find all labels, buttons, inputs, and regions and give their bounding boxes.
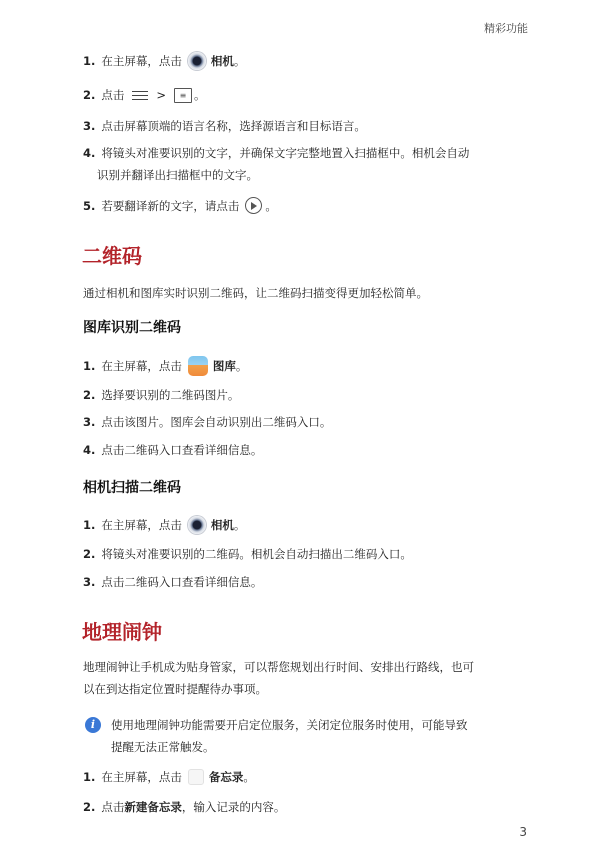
step-number: 2. <box>83 88 96 102</box>
step-number: 3. <box>83 415 96 429</box>
step-number: 2. <box>83 800 96 814</box>
step-tail: 。 <box>194 88 206 102</box>
step-tail: 。 <box>235 359 248 373</box>
app-name-notepad: 备忘录 <box>208 770 244 784</box>
gallery-qr-heading: 图库识别二维码 <box>83 320 181 336</box>
step-number: 1. <box>83 359 96 373</box>
step-text-line1: 将镜头对准要识别的文字，并确保文字完整地置入扫描框中。相机会自动 <box>101 146 470 160</box>
notepad-app-icon <box>188 769 204 785</box>
app-name-camera: 相机 <box>210 54 234 68</box>
step-text: 在主屏幕，点击 <box>101 359 182 373</box>
gallery-app-icon <box>188 356 208 376</box>
step-text: 在主屏幕，点击 <box>101 518 182 532</box>
camera-app-icon <box>188 52 206 70</box>
camera-step-3 <box>83 574 262 590</box>
step-number: 2. <box>83 547 96 561</box>
camera-step-2 <box>83 546 412 562</box>
step-text: 点击该图片。图库会自动识别出二维码入口。 <box>101 415 332 429</box>
step-tail: 。 <box>233 518 246 532</box>
translate-step-4 <box>83 142 523 186</box>
step-text: 在主屏幕，点击 <box>101 54 182 68</box>
intro-line-1: 地理闹钟让手机成为贴身管家，可以帮您规划出行时间、安排出行路线，也可 <box>83 660 474 674</box>
geo-alarm-heading: 地理闹钟 <box>82 620 162 644</box>
translate-icon: ≡ <box>174 88 192 103</box>
step-tail: 。 <box>265 198 277 213</box>
translate-step-3 <box>83 118 366 134</box>
step-text: 点击 <box>101 88 125 102</box>
step-text: 若要翻译新的文字，请点击 <box>101 198 240 213</box>
info-icon: i <box>85 717 101 733</box>
step-tail: 。 <box>233 54 246 68</box>
note-line-1: 使用地理闹钟功能需要开启定位服务，关闭定位服务时使用，可能导致 <box>111 718 468 732</box>
camera-step-1 <box>83 516 245 534</box>
step-text: 点击二维码入口查看详细信息。 <box>101 443 263 457</box>
intro-line-2: 以在到达指定位置时提醒待办事项。 <box>83 682 267 696</box>
page-number: 3 <box>519 825 527 839</box>
running-header: 精彩功能 <box>484 22 528 35</box>
note-line-2: 提醒无法正常触发。 <box>111 740 215 754</box>
gallery-step-4 <box>83 442 262 458</box>
step-text-line2: 识别并翻译出扫描框中的文字。 <box>97 168 258 182</box>
step-number: 2. <box>83 388 96 402</box>
menu-icon <box>132 88 148 103</box>
gallery-step-2 <box>83 387 239 403</box>
camera-app-icon <box>188 516 206 534</box>
step-text: 在主屏幕，点击 <box>101 770 182 784</box>
translate-step-1 <box>83 52 245 70</box>
step-number: 1. <box>83 54 96 68</box>
geo-step-2 <box>83 799 285 815</box>
step-text: 选择要识别的二维码图片。 <box>101 388 240 402</box>
app-name-gallery: 图库 <box>212 359 236 373</box>
step-text: 将镜头对准要识别的二维码。相机会自动扫描出二维码入口。 <box>101 547 412 561</box>
translate-step-2 <box>83 87 206 103</box>
path-separator: > <box>156 88 167 102</box>
gallery-step-1 <box>83 356 247 376</box>
geo-step-1 <box>83 769 255 785</box>
new-memo-label: 新建备忘录 <box>124 800 182 814</box>
step-number: 1. <box>83 770 96 784</box>
camera-qr-heading: 相机扫描二维码 <box>83 480 181 496</box>
geo-alarm-intro <box>83 656 533 700</box>
step-number: 4. <box>83 146 96 160</box>
step-number: 3. <box>83 119 96 133</box>
step-number: 1. <box>83 518 96 532</box>
step-tail: ，输入记录的内容。 <box>181 800 286 814</box>
play-icon <box>245 197 262 214</box>
step-text: 点击屏幕顶端的语言名称，选择源语言和目标语言。 <box>101 119 366 133</box>
step-number: 3. <box>83 575 96 589</box>
translate-step-5 <box>83 197 277 214</box>
step-number: 5. <box>83 198 96 213</box>
app-name-camera: 相机 <box>210 518 234 532</box>
step-number: 4. <box>83 443 96 457</box>
gallery-step-3 <box>83 414 331 430</box>
step-text: 点击二维码入口查看详细信息。 <box>101 575 263 589</box>
step-tail: 。 <box>243 770 255 784</box>
qr-intro: 通过相机和图库实时识别二维码，让二维码扫描变得更加轻松简单。 <box>83 286 428 300</box>
step-text: 点击 <box>101 800 125 814</box>
qr-heading: 二维码 <box>82 244 142 268</box>
geo-alarm-note <box>111 714 531 758</box>
